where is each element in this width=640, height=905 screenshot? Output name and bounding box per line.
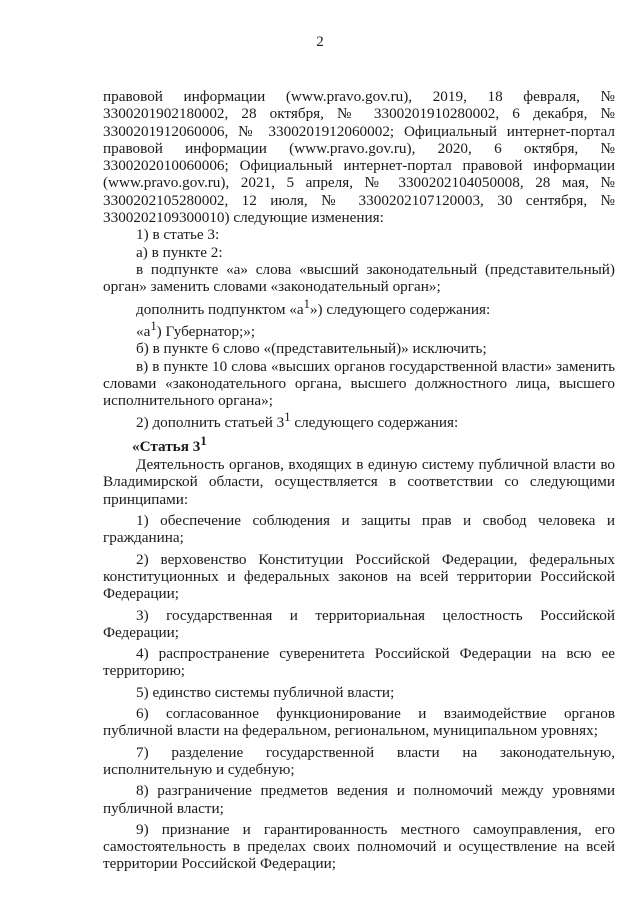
superscript: 1: [284, 410, 291, 425]
item-1b: б) в пункте 6 слово «(представительный)» исключить;: [136, 340, 487, 358]
principle-5: 5) единство системы публичной власти;: [136, 683, 395, 701]
principle-2: 2) верховенство Конституции Российской Федерации, федеральных конституционных и федеральных законов на всей территории Российской Федерации;: [103, 550, 615, 603]
principle-6: 6) согласованное функционирование и взаимодействие органов публичной власти на федеральном, региональном, муниципальном уровнях;: [103, 705, 615, 740]
principle-9: 9) признание и гарантированность местного самоуправления, его самостоятельность в пределах своих полномочий и осуществление на всей территории Российской Федерации;: [103, 820, 615, 873]
superscript: 1: [303, 296, 310, 311]
principle-8: 8) разграничение предметов ведения и полномочий между уровнями публичной власти;: [103, 782, 615, 817]
item-2: 2) дополнить статьей $3^1$ следующего содержания:: [136, 410, 459, 432]
item-add-subpoint: дополнить подпунктом «$а^1$») следующего содержания:: [136, 296, 491, 318]
superscript: 1: [150, 318, 157, 333]
item-1a-text: в подпункте «а» слова «высший законодательный (представительный) орган» заменить словами «законодательный орган»;: [103, 260, 615, 296]
superscript: 1: [200, 433, 207, 448]
principle-3: 3) государственная и территориальная целостность Российской Федерации;: [103, 606, 615, 641]
article-intro: Деятельность органов, входящих в единую систему публичной власти во Владимирской области, осуществляется в соответствии со следующими принципами:: [103, 456, 615, 508]
item-governor: «$а^1$) Губернатор;»;: [136, 318, 256, 340]
item-1a: а) в пункте 2:: [136, 243, 223, 261]
item-1: 1) в статье 3:: [136, 226, 220, 244]
principle-1: 1) обеспечение соблюдения и защиты прав и свобод человека и гражданина;: [103, 512, 615, 547]
page-number: 2: [316, 34, 324, 50]
principle-7: 7) разделение государственной власти на законодательную, исполнительную и судебную;: [103, 743, 615, 778]
document-body: [103, 88, 615, 873]
article-heading: «Статья $3^1$: [132, 433, 207, 455]
paragraph-sources: правовой информации (www.pravo.gov.ru), 2019, 18 февраля, № 3300201902180002, 28 октября, № 3300201910280002, 6 декабря, № 3300201912060006, № 3300201912060002; Официальный интернет-портал правовой информации (www.pravo.gov.ru), 2020, 6 октября, № 3300202010060006; Официальный интернет-портал правовой информации (www.pravo.gov.ru), 2021, 5 апреля, № 3300202104050008, 28 мая, № 3300202105280002, 12 июля, № 3300202107120003, 30 сентября, № 3300202109300010) следующие изменения:: [103, 88, 615, 227]
item-1v: в) в пункте 10 слова «высших органов государственной власти» заменить словами «законодательного органа, высшего должностного лица, высшего исполнительного органа»;: [103, 357, 615, 410]
principle-4: 4) распространение суверенитета Российской Федерации на всю ее территорию;: [103, 645, 615, 680]
